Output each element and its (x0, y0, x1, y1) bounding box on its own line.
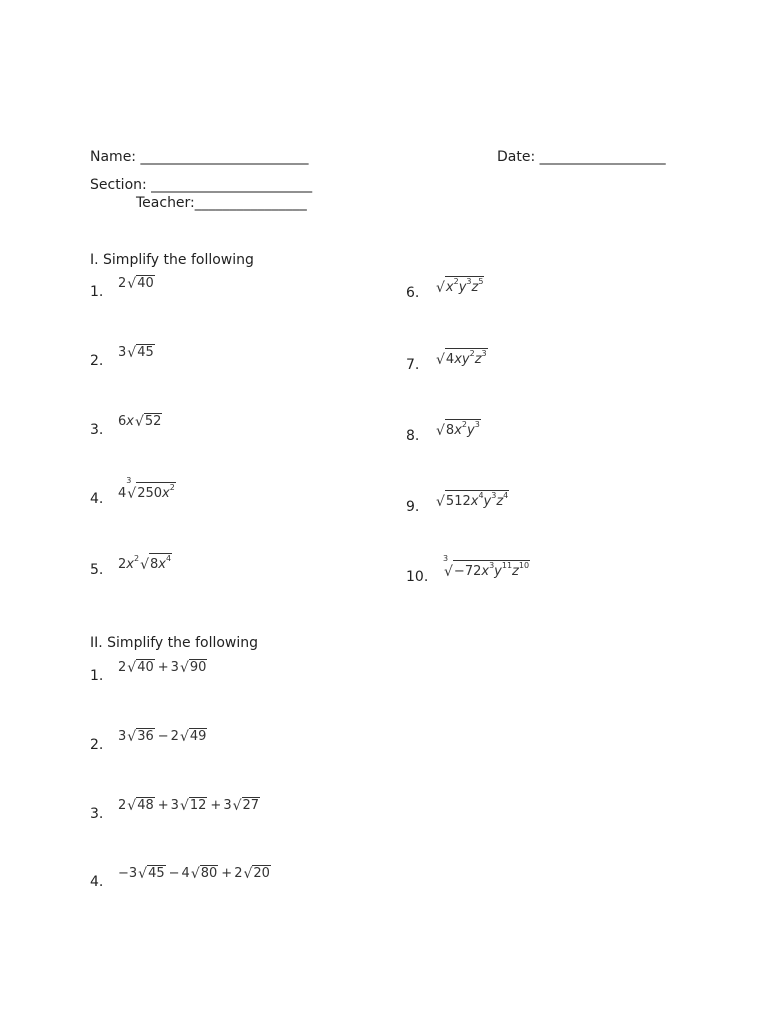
term: x (126, 556, 134, 572)
exponent: 2 (133, 553, 140, 563)
radical (127, 275, 154, 291)
exponent: 11 (501, 561, 513, 570)
part1-problem-number: 9. (406, 499, 420, 515)
term-group (458, 277, 472, 295)
term: 52 (144, 414, 162, 430)
exponent: 4 (165, 554, 172, 563)
radical (191, 865, 218, 881)
radicand (147, 865, 166, 881)
term-group (496, 491, 509, 509)
term: y (461, 352, 470, 367)
exponent: 2 (469, 349, 475, 358)
radical (127, 344, 154, 360)
term: y (494, 564, 502, 579)
term: 4 (445, 352, 455, 367)
term-group (201, 866, 218, 881)
term-group (158, 554, 172, 572)
part2-problem-expression (118, 728, 208, 744)
term: x (454, 352, 462, 367)
coefficient: 6 (118, 414, 127, 429)
radicand (189, 728, 208, 744)
term: 40 (137, 660, 154, 676)
term-group (445, 277, 459, 295)
radical (243, 865, 270, 881)
term-group (446, 494, 471, 509)
exponent: 2 (453, 277, 459, 286)
term-group (145, 414, 162, 429)
part1-problem-number: 2. (90, 353, 104, 369)
name-field: Name: ________________________ (90, 149, 309, 165)
radical-sign-icon: √ (243, 866, 253, 882)
math-expression (118, 275, 156, 291)
radical-sign-icon: √ (134, 414, 144, 430)
term: 90 (189, 660, 207, 676)
radicand (453, 560, 530, 579)
part1-problem-number: 3. (90, 422, 104, 438)
radicand (136, 659, 155, 675)
part1-problem-expression (435, 276, 485, 296)
radicand (144, 413, 163, 429)
math-expression (118, 476, 177, 502)
term-group (126, 554, 139, 572)
teacher-field: Teacher:________________ (136, 195, 307, 211)
term-group (474, 349, 487, 367)
term-group (148, 866, 165, 881)
math-expression (118, 865, 272, 881)
term-group (446, 352, 454, 367)
exponent: 3 (489, 561, 495, 570)
radical-sign-icon: √ (179, 660, 189, 676)
part2-problem-number: 2. (90, 737, 104, 753)
term-group (137, 660, 154, 675)
coefficient: 2 (234, 866, 243, 881)
math-expression (435, 276, 485, 295)
term: 40 (137, 276, 154, 292)
term: 27 (242, 798, 260, 814)
math-expression (118, 659, 208, 675)
term: x (470, 494, 479, 509)
exponent: 3 (481, 349, 487, 358)
math-expression (435, 419, 482, 438)
radical-sign-icon: √ (179, 729, 189, 745)
radical-sign-icon: √ (127, 729, 137, 745)
radicand (189, 797, 208, 813)
radical-sign-icon: √ (127, 276, 137, 292)
coefficient: 4 (181, 866, 190, 881)
radical (180, 797, 207, 813)
term-group (137, 345, 154, 360)
radicand (445, 419, 481, 438)
exponent: 10 (518, 561, 530, 570)
radical-sign-icon: √ (140, 556, 149, 573)
section-field: Section: _______________________ (90, 177, 313, 193)
term-group (467, 420, 480, 438)
radical-sign-icon: √ (179, 798, 189, 814)
radical (180, 728, 207, 744)
radicand (445, 276, 485, 295)
exponent: 4 (478, 491, 484, 500)
radicand (242, 797, 261, 813)
coefficient: 3 (118, 729, 127, 744)
term-group (137, 798, 154, 813)
radical (233, 797, 260, 813)
operator: + (157, 798, 169, 813)
term: z (512, 564, 519, 579)
part2-problem-expression (118, 659, 208, 675)
radical-sign-icon: √ (436, 279, 445, 296)
term: 45 (137, 345, 154, 361)
radical-sign-icon: √ (190, 866, 200, 882)
part1-problem-number: 8. (406, 428, 420, 444)
part1-problem-expression (435, 348, 489, 368)
exponent: 3 (491, 491, 497, 500)
math-expression (118, 344, 156, 360)
term: 80 (200, 866, 218, 882)
term-group (494, 561, 513, 579)
coefficient: 2 (118, 276, 127, 291)
term-group (126, 414, 134, 429)
radical (135, 413, 162, 429)
term-group (253, 866, 270, 881)
math-expression (118, 728, 208, 744)
term-group (243, 798, 260, 813)
radical (436, 419, 481, 438)
radical (436, 490, 509, 509)
exponent: 4 (503, 491, 509, 500)
term: z (496, 494, 504, 509)
part2-problem-expression (118, 797, 261, 813)
radical-sign-icon: √ (138, 866, 148, 882)
radicand (149, 553, 172, 572)
part1-problem-expression (118, 476, 177, 502)
radical (180, 659, 207, 675)
term: y (458, 280, 467, 295)
term: z (471, 280, 479, 295)
term: 20 (253, 866, 270, 882)
part1-problem-number: 1. (90, 284, 104, 300)
term-group (137, 486, 162, 501)
radical (443, 554, 530, 580)
term: 36 (137, 729, 154, 745)
term-group (481, 561, 495, 579)
part2-problem-number: 3. (90, 806, 104, 822)
radical (127, 659, 154, 675)
operator: + (157, 660, 169, 675)
math-expression (435, 490, 510, 509)
exponent: 2 (169, 483, 175, 492)
radical-sign-icon: √ (436, 493, 445, 510)
operator: − (168, 866, 180, 881)
term-group (190, 798, 207, 813)
term: x (158, 557, 166, 572)
radicand (200, 865, 219, 881)
part1-problem-number: 7. (406, 357, 420, 373)
term-group (483, 491, 497, 509)
term: y (467, 423, 475, 438)
radicand (252, 865, 271, 881)
radical-sign-icon: √ (444, 563, 453, 580)
term: 250 (137, 486, 163, 501)
term-group (471, 277, 484, 295)
radicand (136, 482, 176, 501)
part1-problem-expression (435, 419, 482, 439)
term: 512 (445, 494, 471, 509)
term: x (481, 564, 490, 579)
term: 48 (137, 798, 154, 814)
radical (436, 276, 484, 295)
radicand (136, 728, 155, 744)
coefficient: 2 (170, 729, 179, 744)
radicand (136, 797, 155, 813)
term-group (454, 352, 462, 367)
coefficient: 3 (223, 798, 232, 813)
math-expression (118, 553, 173, 572)
exponent: 3 (474, 420, 480, 429)
term: x (445, 280, 454, 295)
part1-title: I. Simplify the following (90, 252, 254, 268)
part1-problem-expression (443, 554, 531, 580)
radical (126, 476, 176, 502)
part2-problem-number: 4. (90, 874, 104, 890)
term-group (454, 564, 481, 579)
operator: + (210, 798, 222, 813)
part1-problem-number: 6. (406, 285, 420, 301)
term: 45 (148, 866, 165, 882)
term-group (190, 660, 207, 675)
radical-sign-icon: √ (436, 351, 445, 368)
coefficient: 3 (170, 798, 179, 813)
exponent: 2 (461, 420, 467, 429)
term-group (461, 349, 475, 367)
radical-index: 3 (126, 476, 132, 485)
term: −72 (453, 564, 482, 579)
part2-problem-expression (118, 865, 272, 881)
term-group (512, 561, 530, 579)
radical-sign-icon: √ (436, 422, 445, 439)
radical-sign-icon: √ (127, 660, 137, 676)
part1-problem-expression (118, 413, 163, 429)
part1-problem-expression (435, 490, 510, 510)
radicand (136, 344, 155, 360)
coefficient: 3 (118, 345, 127, 360)
term: x (126, 414, 134, 429)
radical (140, 553, 172, 572)
operator: − (157, 729, 169, 744)
coefficient: 3 (170, 660, 179, 675)
term-group (446, 423, 454, 438)
radical-index: 3 (443, 554, 449, 563)
part1-problem-number: 10. (406, 569, 429, 585)
exponent: 5 (478, 277, 484, 286)
math-expression (118, 413, 163, 429)
part1-problem-number: 5. (90, 562, 104, 578)
operator: + (221, 866, 233, 881)
term: x (454, 423, 462, 438)
math-expression (443, 554, 531, 580)
radical-sign-icon: √ (127, 798, 137, 814)
math-expression (435, 348, 489, 367)
term-group (162, 483, 175, 501)
term: 49 (189, 729, 207, 745)
coefficient: 2 (118, 556, 127, 572)
term-group (137, 276, 154, 291)
coefficient: 2 (118, 660, 127, 675)
part1-problem-expression (118, 344, 156, 360)
date-field: Date: __________________ (497, 149, 666, 165)
coefficient: 4 (118, 485, 127, 501)
term: y (483, 494, 492, 509)
math-expression (118, 797, 261, 813)
radical (127, 728, 154, 744)
radicand (136, 275, 155, 291)
term: x (162, 486, 170, 501)
term: z (474, 352, 482, 367)
term: 12 (189, 798, 207, 814)
coefficient: −3 (118, 866, 138, 881)
term-group (137, 729, 154, 744)
radical-sign-icon: √ (232, 798, 242, 814)
coefficient: 2 (118, 798, 127, 813)
radical-sign-icon: √ (127, 485, 137, 502)
term-group (190, 729, 207, 744)
term: 8 (445, 423, 455, 438)
term-group (454, 420, 467, 438)
part2-problem-number: 1. (90, 668, 104, 684)
radical (436, 348, 488, 367)
part1-problem-expression (118, 553, 173, 572)
radicand (445, 348, 488, 367)
radical (127, 797, 154, 813)
part1-problem-expression (118, 275, 156, 291)
radical (138, 865, 165, 881)
radicand (445, 490, 509, 509)
part2-title: II. Simplify the following (90, 635, 259, 651)
radical-sign-icon: √ (127, 345, 137, 361)
term-group (470, 491, 484, 509)
exponent: 3 (466, 277, 472, 286)
term: 8 (150, 557, 159, 572)
part1-problem-number: 4. (90, 491, 104, 507)
radicand (189, 659, 208, 675)
